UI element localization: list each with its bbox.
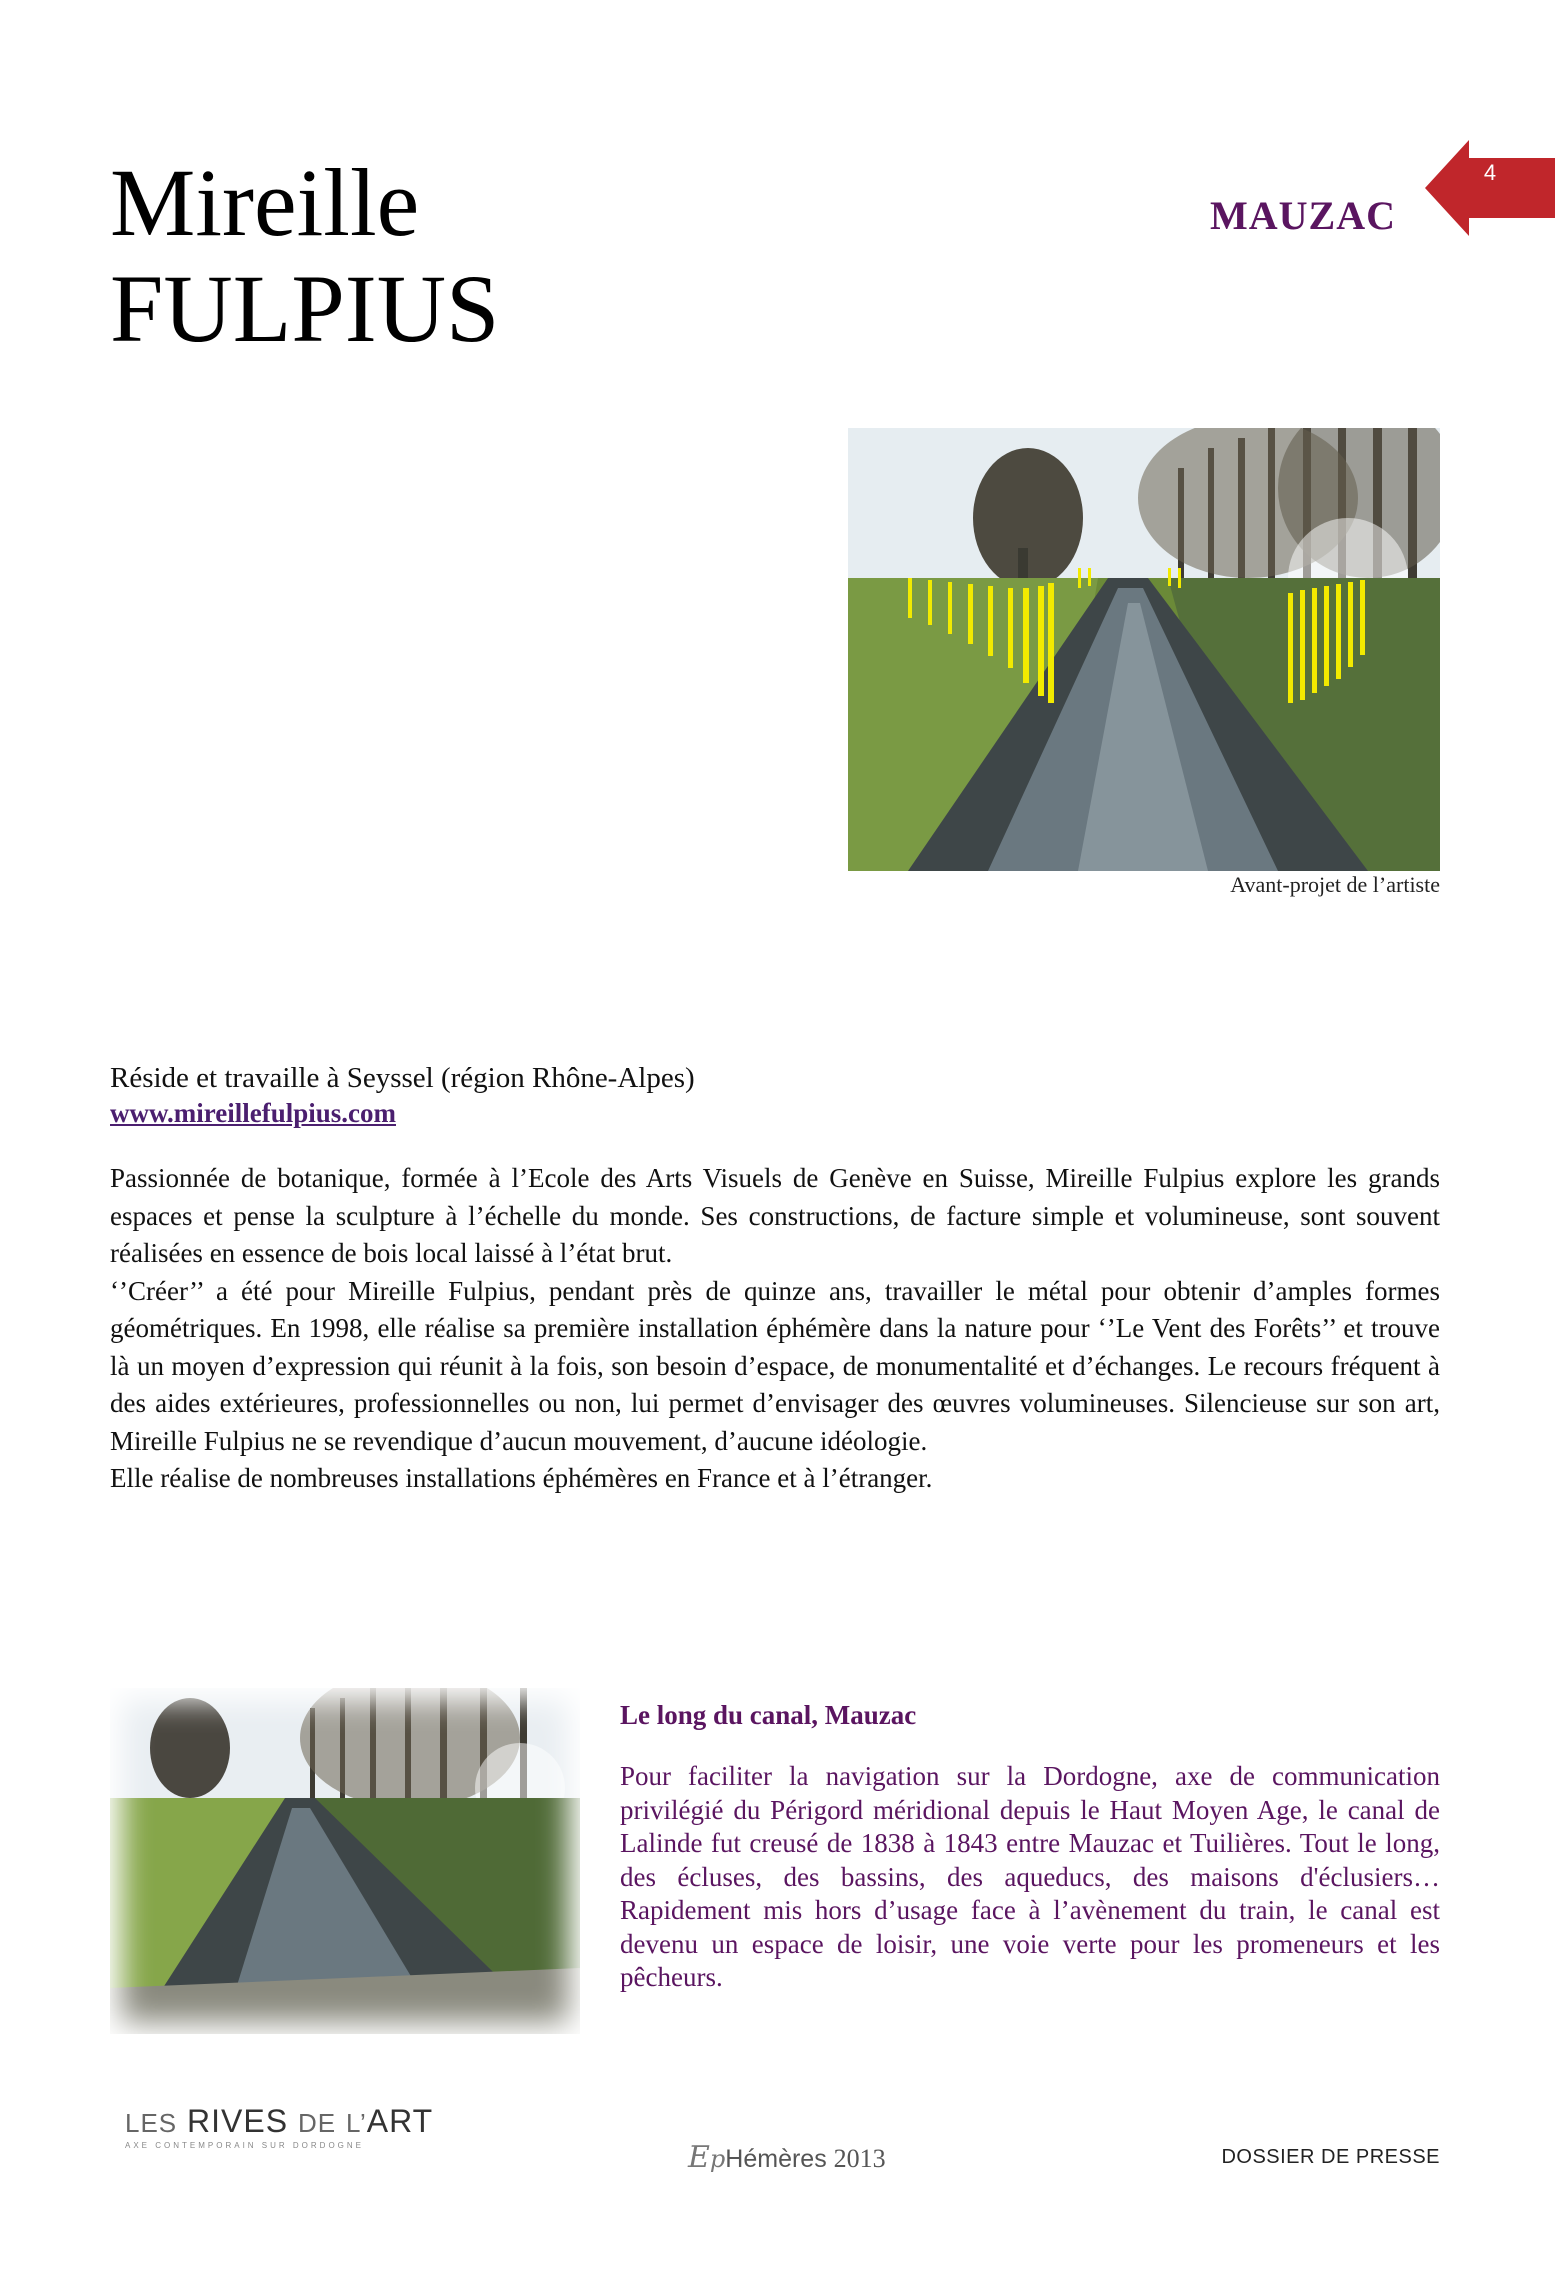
logo-word: L’ (345, 2108, 367, 2138)
ephemeres-year: 2013 (833, 2144, 886, 2173)
bio-paragraph: Elle réalise de nombreuses installations éphémères en France et à l’étranger. (110, 1463, 933, 1493)
artist-biography (110, 1160, 1440, 1498)
canal-photo (110, 1688, 580, 2034)
logo-word: LES (125, 2108, 178, 2138)
location-label: MAUZAC (1210, 193, 1396, 238)
site-description: Pour faciliter la navigation sur la Dordogne, axe de communication privilégié du Périgord méridional depuis le Haut Moyen Age, le canal de Lalinde fut creusé de 1838 à 1843 entre Mauzac et Tuilières. Tout le long, des écluses, des bassins, des aqueducs, des maisons d'éclusiers… Rapidement mis hors d’usage face à l’avènement du train, le canal est devenu un espace de loisir, une voie verte pour les promeneurs et les pêcheurs. (620, 1761, 1440, 1992)
artist-first-name: Mireille (110, 149, 420, 256)
photo-caption: Avant-projet de l’artiste (1230, 872, 1440, 897)
page-tab-arrow-icon (1425, 140, 1555, 236)
artist-residence: Réside et travaille à Seyssel (région Rhône-Alpes) (110, 1062, 695, 1094)
ephemeres-word: Hémères (725, 2145, 827, 2173)
logo-word: DE (297, 2108, 337, 2138)
press-kit-label: DOSSIER DE PRESSE (1221, 2146, 1440, 2168)
artist-name (110, 150, 810, 362)
site-title: Le long du canal, Mauzac (620, 1700, 917, 1730)
ephemeres-logo (688, 2140, 886, 2175)
bio-paragraph: Passionnée de botanique, formée à l’Ecole des Arts Visuels de Genève en Suisse, Mireille Fulpius explore les grands espaces et pense la sculpture à l’échelle du monde. Ses constructions, de facture simple et volumineuse, sont souvent réalisées en essence de bois local laissé à l’état brut. (110, 1163, 1440, 1268)
page-number: 4 (1483, 160, 1497, 185)
logo-word: ART (366, 2103, 434, 2139)
artist-website-link[interactable]: www.mireillefulpius.com (110, 1098, 396, 1128)
installation-preview-photo (848, 428, 1440, 871)
artist-last-name: FULPIUS (110, 255, 500, 362)
logo-subtitle: AXE CONTEMPORAIN SUR DORDOGNE (125, 2141, 365, 2150)
rives-de-l-art-logo (125, 2103, 433, 2140)
ephemeres-initial-p: p (709, 2145, 726, 2173)
logo-word: RIVES (187, 2103, 289, 2139)
ephemeres-initial: E (688, 2140, 710, 2175)
bio-paragraph: ‘’Créer’’ a été pour Mireille Fulpius, pendant près de quinze ans, travailler le métal pour obtenir d’amples formes géométriques. En 1998, elle réalise sa première installation éphémère dans la nature pour ‘’Le Vent des Forêts’’ et trouve là un moyen d’expression qui réunit à la fois, son besoin d’espace, de monumentalité et d’échanges. Le recours fréquent à des aides extérieures, professionnelles ou non, lui permet d’envisager des œuvres volumineuses. Silencieuse sur son art, Mireille Fulpius ne se revendique d’aucun mouvement, d’aucune idéologie. (110, 1275, 1440, 1456)
